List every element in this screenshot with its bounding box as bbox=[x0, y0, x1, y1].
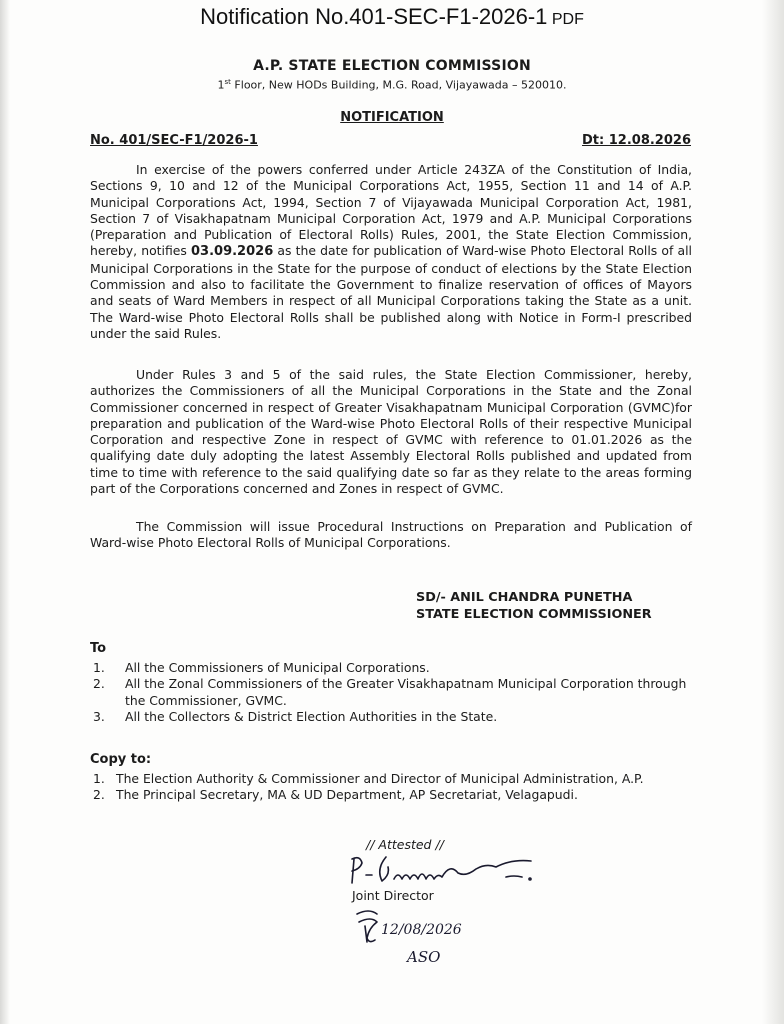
list-item: 1. The Election Authority & Commissioner and Director of Municipal Administration, A.P. bbox=[93, 771, 644, 786]
notification-date: Dt: 12.08.2026 bbox=[582, 133, 691, 148]
signatory-name: SD/- ANIL CHANDRA PUNETHA bbox=[416, 590, 633, 605]
to-list bbox=[90, 660, 710, 725]
publication-date: 03.09.2026 bbox=[191, 244, 274, 260]
handwritten-initials: ASO bbox=[407, 948, 441, 966]
page-shadow-left bbox=[0, 0, 10, 1024]
notification-heading: NOTIFICATION bbox=[340, 110, 444, 125]
document-title-suffix: PDF bbox=[551, 11, 584, 28]
handwritten-initials-and-date bbox=[355, 904, 485, 968]
paragraph-1: In exercise of the powers conferred under Article 243ZA of the Constitution of India, Sections 9, 10 and 12 of the Municipal Corporations Act, 1955, Section 11 and 14 of A.P. Municipal Corporations Act, 1994, Section 7 of Vijayawada Municipal Corporation Act, 1981, Section 7 of Visakhapatnam Municipal Corporation Act, 1979 and A.P. Municipal Corporations (Preparation and Publication of Electoral Rolls) Rules, 2001, the State Election Commission, hereby, notifies 03.09.2026 as the date for publication of Ward-wise Photo Electoral Rolls of all Municipal Corporations in the State for the purpose of conduct of elections by the State Election Commission and also to facilitate the Government to finalize reservation of offices of Mayors and seats of Ward Members in respect of all Municipal Corporations taking the State as a unit. The Ward-wise Photo Electoral Rolls shall be published along with Notice in Form-I prescribed under the said Rules. bbox=[90, 162, 692, 341]
paragraph-3: The Commission will issue Procedural Instructions on Preparation and Publication of Ward-wise Photo Electoral Rolls of Municipal Corporations. bbox=[90, 519, 692, 551]
paragraph-2: Under Rules 3 and 5 of the said rules, the State Election Commissioner, hereby, authorizes the Commissioners of all the Municipal Corporations in the State and the Zonal Commissioner concerned in respect of Greater Visakhapatnam Municipal Corporation (GVMC)for preparation and publication of the Ward-wise Photo Electoral Rolls of their respective Municipal Corporation and respective Zone in respect of GVMC with reference to 01.01.2026 as the qualifying date duly adopting the latest Assembly Electoral Rolls published and updated from time to time with reference to the said qualifying date so far as they relate to the areas forming part of the Corporations concerned and Zones in respect of GVMC. bbox=[90, 367, 692, 497]
attested-label: // Attested // bbox=[366, 837, 444, 852]
organization-name: A.P. STATE ELECTION COMMISSION bbox=[253, 58, 531, 74]
handwritten-date: 12/08/2026 bbox=[381, 922, 462, 938]
signatory-designation: STATE ELECTION COMMISSIONER bbox=[416, 607, 652, 622]
notification-number: No. 401/SEC-F1/2026-1 bbox=[90, 133, 258, 148]
list-item: 1. All the Commissioners of Municipal Corporations. bbox=[93, 660, 430, 675]
page-shadow-right bbox=[762, 0, 784, 1024]
organization-address: 1st Floor, New HODs Building, M.G. Road, Vijayawada – 520010. bbox=[217, 78, 567, 92]
list-item: 2. All the Zonal Commissioners of the Greater Visakhapatnam Municipal Corporation through the Commissioner, GVMC. bbox=[93, 676, 687, 708]
document-title-main: Notification No.401-SEC-F1-2026-1 bbox=[200, 4, 548, 29]
joint-director-label: Joint Director bbox=[352, 888, 434, 903]
document-title bbox=[0, 4, 784, 30]
list-item: 2. The Principal Secretary, MA & UD Department, AP Secretariat, Velagapudi. bbox=[93, 787, 578, 803]
list-item: 3. All the Collectors & District Election Authorities in the State. bbox=[93, 708, 498, 724]
to-heading: To bbox=[90, 641, 107, 656]
copy-to-heading: Copy to: bbox=[90, 752, 152, 767]
copy-to-list bbox=[90, 771, 710, 804]
